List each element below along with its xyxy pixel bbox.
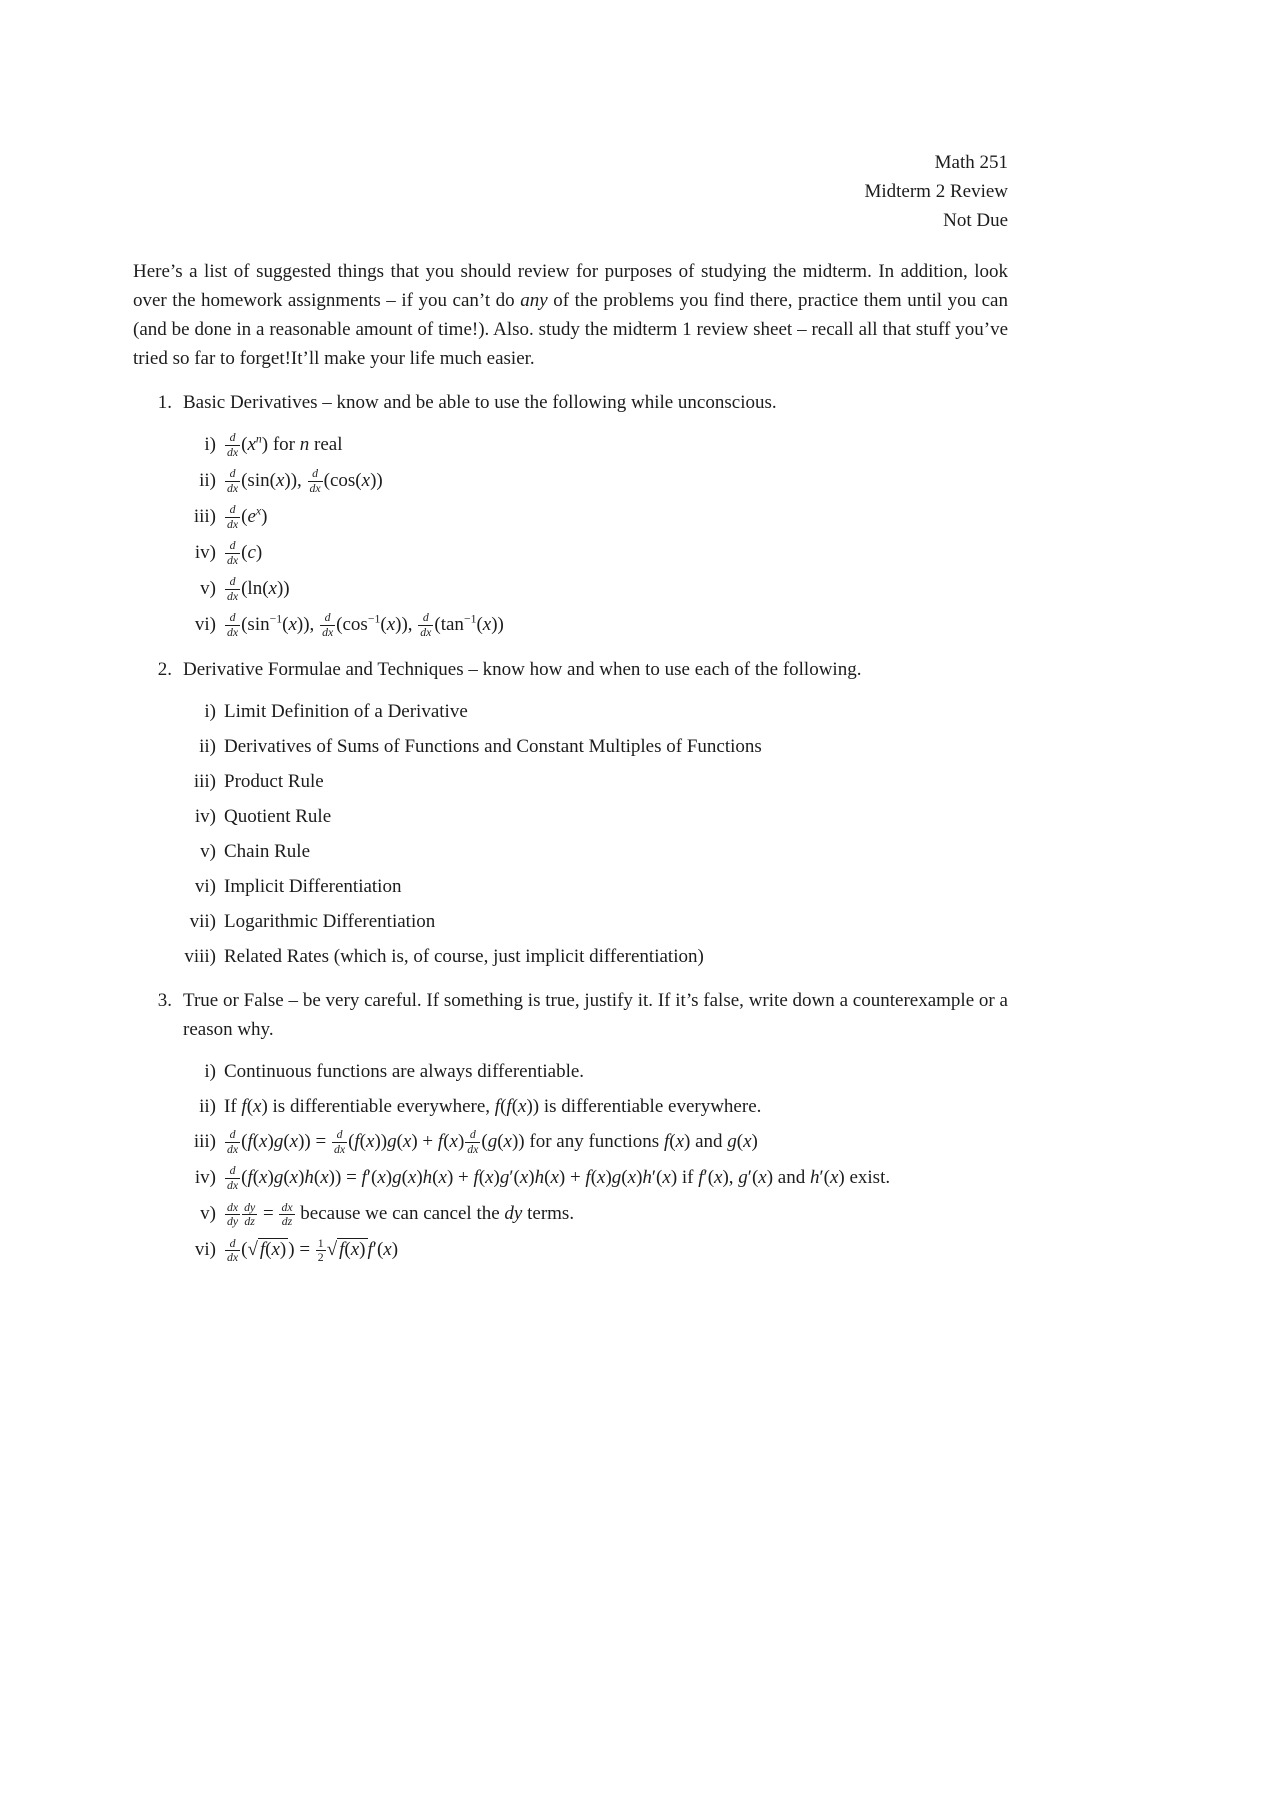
math-variable: x: [482, 614, 492, 636]
math-variable: x: [275, 470, 285, 492]
math-variable: x: [438, 1167, 447, 1189]
math-variable: x: [743, 1131, 752, 1153]
math-variable: f: [663, 1131, 670, 1153]
list-item: [133, 802, 1008, 831]
math-variable: dz: [244, 1215, 255, 1229]
item-content: Implicit Differentiation: [224, 876, 402, 898]
math-variable: dx: [227, 518, 239, 532]
fraction: [279, 1201, 294, 1230]
fraction-denominator: [225, 1178, 240, 1193]
item-label: v): [200, 1203, 216, 1225]
fraction-numerator: [242, 1201, 257, 1215]
math-variable: x: [383, 1239, 392, 1261]
fraction-denominator: [225, 553, 240, 568]
math-variable: d: [229, 467, 236, 481]
math-variable: d: [229, 575, 236, 589]
list-item: [133, 907, 1008, 936]
list-item: [133, 1127, 1008, 1157]
math-variable: x: [758, 1167, 767, 1189]
list-item: [133, 697, 1008, 726]
section-heading: [133, 986, 1008, 1044]
math-variable: dy: [504, 1203, 523, 1225]
list-item: [133, 502, 1008, 532]
square-root: [247, 1238, 288, 1260]
superscript: −1: [269, 612, 283, 626]
fraction-numerator: [225, 1201, 240, 1215]
list-item: [133, 538, 1008, 568]
math-variable: f: [247, 1167, 253, 1189]
item-content: $\frac{d}{dx}$ (ln(x)): [227, 575, 290, 604]
math-variable: f: [506, 1096, 512, 1118]
math-variable: h: [422, 1167, 433, 1189]
math-variable: any: [520, 290, 548, 311]
fraction-denominator: [225, 625, 240, 640]
sub-list: [133, 430, 1008, 640]
radicand: f(x): [339, 1239, 366, 1261]
fraction: [225, 575, 240, 604]
section-3: [133, 986, 1008, 1265]
math-variable: d: [324, 611, 331, 625]
list-item: [133, 1163, 1008, 1193]
item-content: $\frac{d}{dx}$ (f(x)g(x)) = $\frac{d}{dx}$ (f(x))g(x) + f(x) $\frac{d}{dx}$ (g(x)) for any functions f(x) and g(x): [227, 1128, 758, 1157]
math-variable: x: [550, 1167, 559, 1189]
intro-paragraph: Here’s a list of suggested things that you should review for purposes of studying the midterm. In addition, look over the homework assignments – if you can’t do any of the problems you find there, practice them until you can (and be done in a reasonable amount of time!). Also. study the midterm 1 review sheet – recall all that stuff you’ve tried so far to forget!It’ll make your life much easier.: [133, 261, 1008, 369]
fraction-numerator: [465, 1128, 480, 1142]
item-content: $\frac{d}{dx}$ (c): [227, 539, 263, 568]
fraction-numerator: [332, 1128, 347, 1142]
math-variable: x: [259, 1131, 268, 1153]
math-variable: x: [271, 1239, 280, 1261]
item-label: i): [204, 434, 216, 455]
due-status: Not Due: [943, 210, 1008, 231]
math-variable: x: [288, 614, 297, 636]
item-label: vi): [194, 614, 216, 636]
sections-list: [133, 388, 1008, 1265]
fraction-denominator: [308, 481, 323, 496]
course-name: Math 251: [934, 152, 1008, 173]
math-variable: x: [259, 1167, 268, 1189]
math-variable: g: [387, 1131, 397, 1153]
list-item: [133, 872, 1008, 901]
math-variable: x: [829, 1167, 839, 1189]
list-item: [133, 610, 1008, 640]
math-variable: dx: [281, 1200, 293, 1214]
math-variable: dx: [322, 626, 334, 640]
radical-sign: √: [247, 1239, 258, 1261]
fraction-numerator: [308, 467, 323, 481]
section-2: [133, 655, 1008, 971]
item-label: vi): [194, 876, 216, 898]
list-item: [133, 837, 1008, 866]
superscript: −1: [463, 612, 477, 626]
fraction: [225, 539, 240, 568]
fraction-denominator: [225, 589, 240, 604]
fraction-denominator: 2: [317, 1251, 324, 1265]
math-variable: d: [229, 1236, 236, 1250]
item-content: $\frac{d}{dx}$ $(e^x)$: [227, 503, 268, 532]
fraction: [225, 503, 240, 532]
math-variable: d: [229, 1128, 236, 1142]
math-variable: f: [494, 1096, 501, 1118]
math-variable: x: [386, 614, 396, 636]
section-number: 2.: [157, 659, 172, 681]
list-item: [133, 430, 1008, 460]
math-variable: h: [534, 1167, 545, 1189]
item-label: iv): [194, 542, 216, 564]
math-variable: x: [377, 1167, 386, 1189]
math-variable: x: [350, 1239, 360, 1261]
math-variable: x: [366, 1131, 375, 1153]
math-variable: x: [247, 434, 256, 455]
item-label: vii): [189, 911, 216, 933]
fraction-denominator: [225, 481, 240, 496]
math-variable: n: [255, 432, 262, 446]
math-variable: dx: [467, 1143, 479, 1157]
fraction-numerator: [418, 611, 433, 625]
math-variable: f: [437, 1131, 444, 1153]
list-item: [133, 942, 1008, 971]
section-number: 1.: [157, 392, 172, 413]
item-label: iii): [193, 1131, 216, 1153]
math-variable: f: [339, 1239, 345, 1261]
math-variable: g: [273, 1167, 284, 1189]
section-heading: [133, 655, 1008, 684]
math-variable: x: [714, 1167, 723, 1189]
list-item: [133, 574, 1008, 604]
fraction-numerator: [279, 1201, 294, 1215]
math-variable: f: [354, 1131, 360, 1153]
math-variable: dx: [227, 1143, 239, 1157]
fraction: [320, 611, 335, 640]
math-variable: f: [259, 1239, 266, 1261]
math-variable: dx: [227, 626, 239, 640]
list-item: [133, 732, 1008, 761]
fraction-denominator: [225, 1250, 240, 1265]
item-label: ii): [199, 470, 216, 492]
fraction-denominator: [332, 1142, 347, 1157]
fraction-numerator: [225, 1128, 240, 1142]
sub-list: [133, 1057, 1008, 1265]
math-variable: x: [675, 1131, 684, 1153]
fraction-numerator: [225, 467, 240, 481]
section-title: True or False – be very careful. If something is true, justify it. If it’s false, write down a counterexample or a reason why.: [183, 990, 1008, 1041]
math-variable: x: [255, 504, 262, 518]
math-variable: x: [289, 1131, 299, 1153]
math-variable: dx: [227, 1251, 239, 1265]
fraction-numerator: [225, 431, 240, 445]
item-content: $\frac{d}{dx}$ (√ f(x) ) = $\frac{1}{2}$ √ f(x) f′(x): [227, 1236, 399, 1265]
superscript: [256, 433, 262, 446]
math-variable: d: [229, 503, 236, 517]
math-variable: g: [487, 1131, 498, 1153]
math-variable: f: [473, 1167, 479, 1189]
fraction-numerator: [320, 611, 335, 625]
math-variable: h: [809, 1167, 820, 1189]
math-variable: dx: [227, 1200, 239, 1214]
math-variable: h: [642, 1167, 652, 1189]
math-variable: f: [241, 1096, 247, 1118]
math-variable: d: [229, 611, 236, 625]
math-variable: x: [320, 1167, 329, 1189]
fraction-denominator: [279, 1214, 294, 1229]
math-variable: g: [499, 1167, 510, 1189]
fraction-denominator: [225, 445, 240, 460]
radical-sign: √: [326, 1239, 338, 1261]
fraction-denominator: [465, 1142, 480, 1157]
section-title: Basic Derivatives – know and be able to use the following while unconscious.: [183, 392, 777, 413]
math-variable: g: [392, 1167, 402, 1189]
item-content: $\frac{d}{dx}$ (sin(x)), $\frac{d}{dx}$ (cos(x)): [227, 467, 383, 496]
item-content: Continuous functions are always differentiable.: [224, 1061, 585, 1083]
math-variable: d: [336, 1128, 343, 1142]
list-item: [133, 1057, 1008, 1086]
fraction-denominator: [320, 625, 335, 640]
item-content: If f(x) is differentiable everywhere, f(f(x)) is differentiable everywhere.: [224, 1096, 762, 1118]
math-variable: d: [229, 539, 236, 553]
fraction: [225, 467, 240, 496]
math-variable: dx: [227, 482, 239, 496]
math-variable: f: [367, 1239, 373, 1261]
item-label: iii): [193, 506, 216, 528]
math-variable: dx: [309, 482, 321, 496]
math-variable: f: [247, 1131, 253, 1153]
math-variable: x: [662, 1167, 671, 1189]
math-variable: x: [627, 1167, 637, 1189]
document-title: Midterm 2 Review: [864, 181, 1008, 202]
math-variable: d: [229, 431, 236, 445]
fraction: [225, 1201, 240, 1230]
fraction-numerator: 1: [317, 1236, 324, 1250]
superscript: −1: [367, 612, 381, 626]
math-variable: d: [312, 467, 319, 481]
item-label: iv): [194, 1167, 216, 1189]
fraction-numerator: [225, 503, 240, 517]
math-variable: dx: [420, 626, 432, 640]
math-variable: d: [229, 1164, 236, 1178]
item-label: vi): [194, 1239, 216, 1261]
fraction: [225, 1237, 240, 1266]
math-variable: x: [268, 578, 277, 600]
math-variable: x: [597, 1167, 606, 1189]
item-label: v): [200, 578, 216, 600]
sub-list: [133, 697, 1008, 971]
math-variable: g: [611, 1167, 622, 1189]
math-variable: dx: [227, 446, 239, 460]
section-1: [133, 388, 1008, 640]
item-label: i): [204, 701, 216, 723]
section-title: Derivative Formulae and Techniques – know how and when to use each of the following.: [183, 659, 862, 681]
fraction: [316, 1237, 326, 1266]
fraction-numerator: [225, 611, 240, 625]
list-item: [133, 1092, 1008, 1121]
item-label: v): [200, 841, 216, 863]
math-variable: x: [503, 1131, 512, 1153]
item-label: iii): [193, 771, 216, 793]
fraction-numerator: [225, 1164, 240, 1178]
math-variable: x: [518, 1096, 527, 1118]
math-variable: dz: [281, 1215, 293, 1229]
math-variable: f: [361, 1167, 367, 1189]
superscript: [256, 505, 261, 518]
fraction: [418, 611, 433, 640]
fraction-numerator: [225, 575, 240, 589]
math-variable: dy: [244, 1200, 256, 1214]
math-variable: dx: [227, 590, 239, 604]
math-variable: dx: [227, 1179, 239, 1193]
item-content: Chain Rule: [224, 841, 311, 863]
item-content: Quotient Rule: [224, 806, 332, 828]
math-variable: f: [585, 1167, 591, 1189]
math-variable: f: [698, 1167, 704, 1189]
list-item: [133, 466, 1008, 496]
fraction-denominator: [225, 517, 240, 532]
math-variable: dy: [227, 1215, 239, 1229]
math-variable: d: [422, 611, 429, 625]
math-variable: x: [253, 1096, 262, 1118]
item-label: viii): [184, 946, 216, 968]
square-root: [327, 1238, 368, 1260]
fraction: [332, 1128, 347, 1157]
item-label: i): [204, 1061, 216, 1083]
math-variable: x: [361, 470, 371, 492]
fraction: [465, 1128, 480, 1157]
math-variable: dx: [227, 554, 239, 568]
item-content: $\frac{dx}{dy}$ $\frac{dy}{dz}$ = $\frac{dx}{dz}$ because we can cancel the dy terms.: [227, 1200, 575, 1229]
fraction-numerator: [225, 1237, 240, 1251]
item-content: Logarithmic Differentiation: [224, 911, 436, 933]
fraction: [225, 1128, 240, 1157]
item-content: Derivatives of Sums of Functions and Constant Multiples of Functions: [224, 736, 762, 758]
item-content: $\frac{d}{dx}$ $(x^n)$ for n real: [227, 431, 343, 460]
math-variable: x: [519, 1167, 529, 1189]
math-variable: x: [402, 1131, 412, 1153]
fraction-denominator: [225, 1142, 240, 1157]
item-content: Related Rates (which is, of course, just implicit differentiation): [224, 946, 704, 968]
document-header: [133, 148, 1008, 235]
math-variable: x: [485, 1167, 494, 1189]
item-content: Limit Definition of a Derivative: [224, 701, 468, 723]
item-label: ii): [199, 1096, 216, 1118]
fraction: [225, 611, 240, 640]
item-content: $\frac{d}{dx}$ (f(x)g(x)h(x)) = f′(x)g(x)h(x) + f(x)g′(x)h(x) + f(x)g(x)h′(x) if f′(x), g′(x) and h′(x) exist.: [227, 1164, 891, 1193]
item-label: iv): [194, 806, 216, 828]
math-variable: g: [738, 1167, 748, 1189]
math-variable: g: [727, 1131, 737, 1153]
list-item: [133, 1199, 1008, 1229]
math-variable: dx: [333, 1143, 346, 1157]
math-variable: x: [407, 1167, 417, 1189]
section-number: 3.: [157, 990, 172, 1012]
fraction: [308, 467, 323, 496]
math-variable: g: [273, 1131, 284, 1153]
radicand: f(x): [259, 1239, 287, 1261]
section-heading: [133, 388, 1008, 417]
fraction: [242, 1201, 257, 1230]
item-content: Product Rule: [224, 771, 324, 793]
item-content: $\frac{d}{dx}$ $(\sin^{-1}(x))$, $\frac{d}{dx}$ $(\cos^{-1}(x))$, $\frac{d}{dx}$ $(\tan^{-1}(x))$: [227, 611, 504, 640]
fraction: [225, 431, 240, 460]
math-variable: d: [469, 1128, 476, 1142]
math-variable: x: [289, 1167, 299, 1189]
fraction-denominator: [225, 1214, 240, 1229]
math-variable: c: [247, 542, 256, 564]
math-variable: x: [449, 1131, 458, 1153]
math-variable: e: [247, 506, 256, 528]
item-label: ii): [199, 736, 216, 758]
fraction-denominator: [418, 625, 433, 640]
fraction: [225, 1164, 240, 1193]
fraction-denominator: [242, 1214, 257, 1229]
list-item: [133, 1235, 1008, 1265]
fraction-numerator: [225, 539, 240, 553]
math-variable: h: [304, 1167, 314, 1189]
list-item: [133, 767, 1008, 796]
math-variable: n: [299, 434, 310, 455]
